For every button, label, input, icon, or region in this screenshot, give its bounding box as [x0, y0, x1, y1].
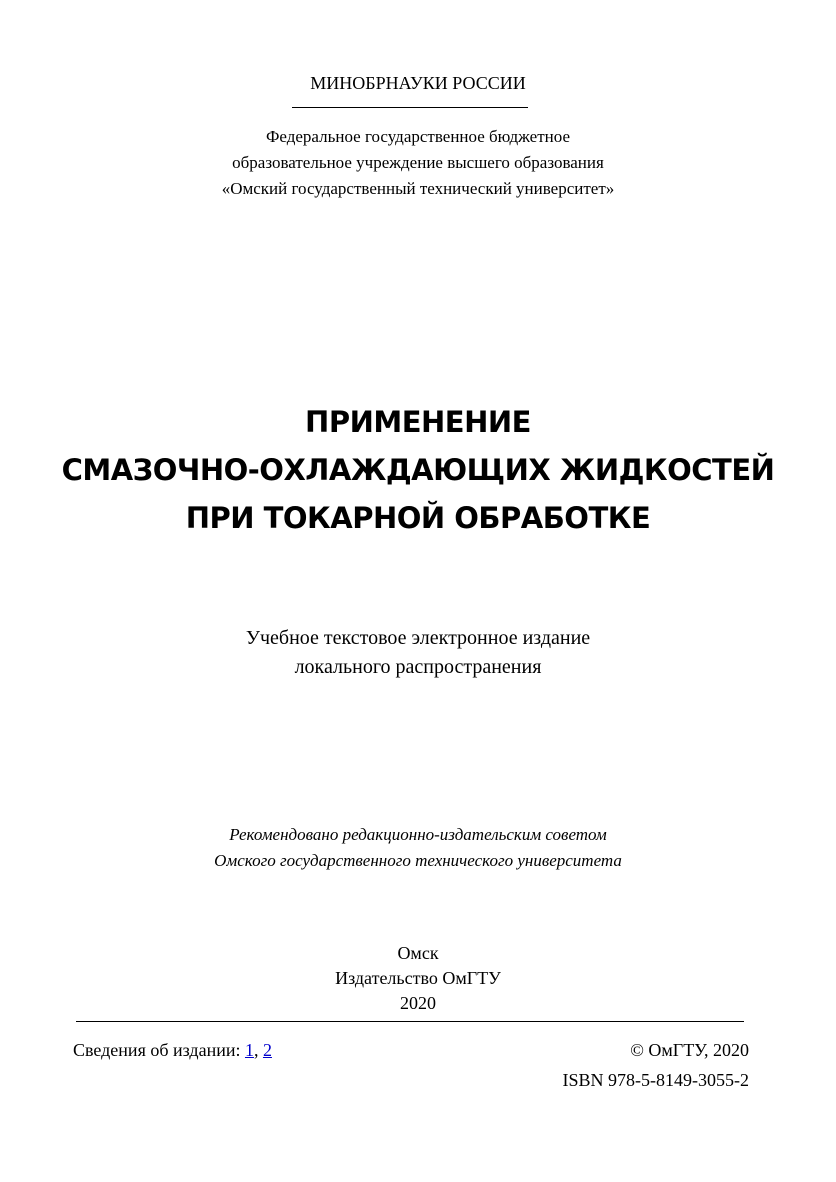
subtitle-line-2: локального распространения	[294, 656, 542, 678]
edition-type	[0, 624, 836, 682]
institution-name	[0, 124, 836, 202]
ministry-name: МИНОБРНАУКИ РОССИИ	[310, 73, 526, 93]
subtitle-line-1: Учебное текстовое электронное издание	[245, 627, 591, 649]
imprint-year: 2020	[400, 993, 436, 1013]
document-title	[0, 398, 836, 542]
edition-info-link-2[interactable]: 2	[262, 1040, 272, 1060]
edition-info-link-1[interactable]: 1	[244, 1040, 254, 1060]
edition-info-label: Сведения об издании:	[73, 1040, 245, 1060]
imprint	[0, 941, 836, 1016]
recommendation-line-2: Омского государственного технического университета	[214, 851, 622, 870]
imprint-city: Омск	[397, 943, 439, 963]
title-line-3: ПРИ ТОКАРНОЙ ОБРАБОТКЕ	[185, 501, 651, 535]
copyright-notice: © ОмГТУ, 2020	[630, 1040, 749, 1060]
edition-info-separator: ,	[253, 1040, 263, 1060]
institution-line-2: образовательное учреждение высшего образования	[232, 153, 604, 172]
edition-info	[73, 1039, 272, 1061]
institution-line-3: «Омский государственный технический университет»	[221, 179, 615, 198]
recommendation-note	[0, 822, 836, 874]
title-line-2: СМАЗОЧНО-ОХЛАЖДАЮЩИХ ЖИДКОСТЕЙ	[61, 453, 775, 487]
institution-line-1: Федеральное государственное бюджетное	[265, 127, 571, 146]
isbn: ISBN 978-5-8149-3055-2	[562, 1070, 749, 1090]
recommendation-line-1: Рекомендовано редакционно-издательским советом	[229, 825, 607, 844]
footer-divider	[76, 1021, 744, 1022]
ministry-divider	[292, 107, 528, 108]
title-line-1: ПРИМЕНЕНИЕ	[305, 405, 531, 439]
imprint-publisher: Издательство ОмГТУ	[335, 968, 501, 988]
